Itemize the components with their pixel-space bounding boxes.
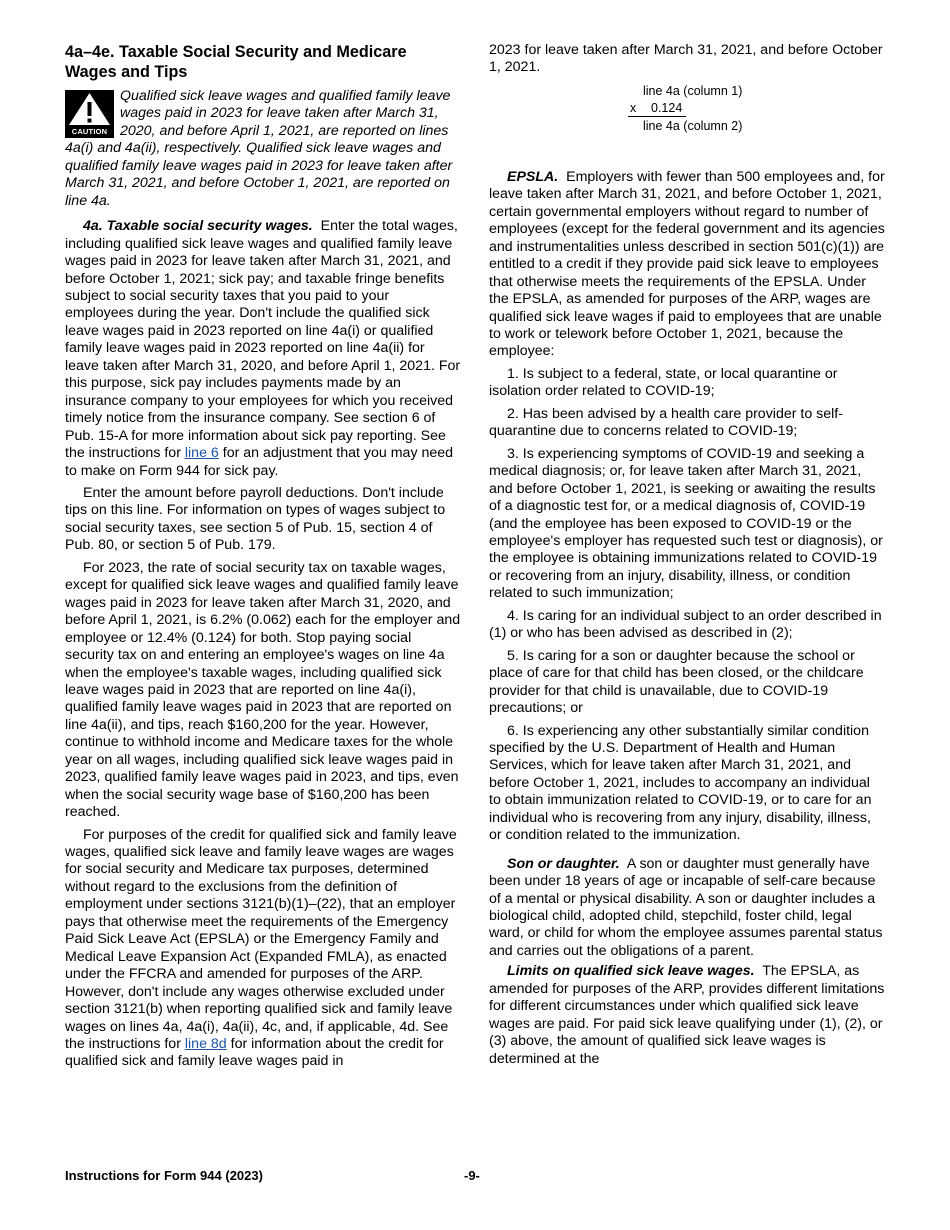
- list-item: 1. Is subject to a federal, state, or local quarantine or isolation order related to COVID-19;: [489, 365, 838, 400]
- calc-line1: line 4a (column 1): [643, 83, 743, 98]
- paragraph-credit-purposes: [65, 827, 461, 1071]
- list-item: 6. Is experiencing any other substantially similar condition specified by the U.S. Department of Health and Human Services, which for leave taken after March 31, 2021, and before October 1, 2021, includes to accompany an individual to obtain immunization related to COVID-19, or to care for an individual who is recovering from any injury, disability, illness, or condition related to the immunization.: [489, 722, 872, 844]
- line-8d-link[interactable]: line 8d: [184, 1036, 227, 1053]
- caution-icon: [65, 90, 114, 138]
- paragraph-4a-tail: for an adjustment that you may need to make on Form 944 for sick pay.: [65, 445, 454, 479]
- caution-label: CAUTION: [71, 127, 108, 136]
- left-column: [65, 42, 461, 1076]
- paragraph-4a-lead: 4a. Taxable social security wages.: [83, 218, 313, 235]
- calc-operator: x: [630, 100, 637, 115]
- paragraph-limits: [489, 963, 885, 1068]
- list-item: 2. Has been advised by a health care provider to self-quarantine due to concerns related to COVID-19;: [489, 405, 843, 440]
- calc-line2: line 4a (column 2): [643, 118, 743, 133]
- son-text: A son or daughter must generally have been under 18 years of age or incapable of self-care because of a mental or physical disability. A son or daughter includes a biological child, adopted child, stepchild, foster child, legal ward, or child for whom the employee assumes parental status and carries out the obligations of a parent.: [489, 855, 883, 959]
- calc-rule: [628, 116, 686, 117]
- section-heading: 4a–4e. Taxable Social Security and Medicare Wages and Tips: [65, 43, 407, 81]
- list-item: 3. Is experiencing symptoms of COVID-19 and seeking a medical diagnosis; or, for leave taken after March 31, 2021, and before October 1, 2021, is seeking or awaiting the results of a diagnostic test for, or a medical diagnosis of, COVID-19 (and the employee has been exposed to COVID-19 or the employee's employer has requested such test or diagnosis), or the employee is obtaining immunizations related to COVID-19 or recovering from an injury, disability, illness, or condition related to such immunization;: [489, 445, 883, 602]
- paragraph-payroll-deductions: Enter the amount before payroll deductions. Don't include tips on this line. For information on types of wages subject to social security taxes, see section 5 of Pub. 15, section 4 of Pub. 80, or section 5 of Pub. 179.: [65, 484, 446, 554]
- list-item: 4. Is caring for an individual subject to an order described in (1) or who has been advised as described in (2);: [489, 607, 882, 642]
- calculation-block: [489, 83, 885, 169]
- epsla-lead: EPSLA.: [507, 168, 559, 185]
- caution-block: [65, 88, 461, 210]
- paragraph-son-daughter: [489, 856, 885, 961]
- right-column: [489, 42, 885, 1071]
- epsla-text: Employers with fewer than 500 employees and, for leave taken after March 31, 2021, and before October 1, 2021, certain governmental employers without regard to number of employees (except for the federal government and its agencies and instrumentalities unless described in section 501(c)(1)) are entitled to a credit if they provide paid sick leave to employees that otherwise meets the requirements of the EPSLA. Under the EPSLA, as amended for purposes of the ARP, wages are qualified sick leave wages if paid to employees that are unable to work or telework before October 1, 2021, because the employee:: [489, 168, 885, 360]
- paragraph-credit-tail: for information about the credit for qualified sick and family leave wages paid in: [65, 1036, 444, 1070]
- page-number: -9-: [464, 1168, 480, 1183]
- paragraph-4a-text: Enter the total wages, including qualified sick leave wages and qualified family leave wages paid in 2023 for leave taken after March 31, 2021, and before October 1, 2021; sick pay; and taxable fringe benefits subject to social security taxes that you paid to your employees during the year. Don't include the qualified sick leave wages paid in 2023 reported on line 4a(i) or qualified family leave wages paid in 2023 reported on line 4a(ii) for leave taken after March 31, 2020, and before April 1, 2021. For this purpose, sick pay includes payments made by an insurance company to your employees for which you received timely notice from the insurance company. See section 6 of Pub. 15-A for more information about sick pay reporting. See the instructions for: [65, 218, 461, 462]
- limits-text: The EPSLA, as amended for purposes of the ARP, provides different limitations for different circumstances under which qualified sick leave wages are paid. For paid sick leave qualifying under (1), (2), or (3) above, the amount of qualified sick leave wages is determined at the: [489, 963, 885, 1067]
- calc-rate: 0.124: [651, 100, 683, 115]
- paragraph-credit-text: For purposes of the credit for qualified sick and family leave wages, qualified sick leave and family leave wages are wages for social security and Medicare tax purposes, determined without regard to the exclusions from the definition of employment under sections 3121(b)(1)–(22), that an employer pays that otherwise meet the requirements of the Emergency Paid Sick Leave Act (EPSLA) or the Emergency Family and Medical Leave Expansion Act (Expanded FMLA), as enacted under the FFCRA and amended for purposes of the ARP. However, don't include any wages otherwise excluded under section 3121(b) when reporting qualified sick and family leave wages on lines 4a, 4a(i), 4a(ii), 4c, and, if applicable, 4d. See the instructions for: [65, 826, 457, 1053]
- paragraph-tax-rate: For 2023, the rate of social security tax on taxable wages, except for qualified sick leave wages and qualified family leave wages paid in 2023 for leave taken after March 31, 2020, and before April 1, 2021, is 6.2% (0.062) each for the employer and employee or 12.4% (0.124) for both. Stop paying social security tax on and entering an employee's wages on line 4a when the employee's taxable wages, including qualified sick leave wages paid in 2023 that are reported on line 4a(i), qualified family leave wages paid in 2023 that are reported on line 4a(ii), and tips, reach $160,200 for the year. However, continue to withhold income and Medicare taxes for the whole year on all wages, including qualified sick leave wages paid in 2023, qualified family leave wages paid in 2023, and tips, even when the social security wage base of $160,200 has been reached.: [65, 559, 461, 821]
- paragraph-4a: [65, 218, 461, 480]
- list-item: 5. Is caring for a son or daughter because the school or place of care for that child has been closed, or the childcare provider for that child is unavailable, due to COVID-19 precautions; or: [489, 647, 864, 717]
- limits-lead: Limits on qualified sick leave wages.: [507, 963, 755, 980]
- son-lead: Son or daughter.: [507, 855, 620, 872]
- continuation-text: 2023 for leave taken after March 31, 2021, and before October 1, 2021.: [489, 42, 883, 76]
- caution-text: Qualified sick leave wages and qualified family leave wages paid in 2023 for leave taken after March 31, 2020, and before April 1, 2021, are reported on lines 4a(i) and 4a(ii), respectively. Qualified sick leave wages and qualified family leave wages paid in 2023 for leave taken after March 31, 2021, and before October 1, 2021, are reported on line 4a.: [65, 88, 453, 209]
- line-6-link[interactable]: line 6: [184, 445, 219, 462]
- paragraph-epsla: [489, 169, 885, 361]
- footer-title: Instructions for Form 944 (2023): [65, 1168, 263, 1183]
